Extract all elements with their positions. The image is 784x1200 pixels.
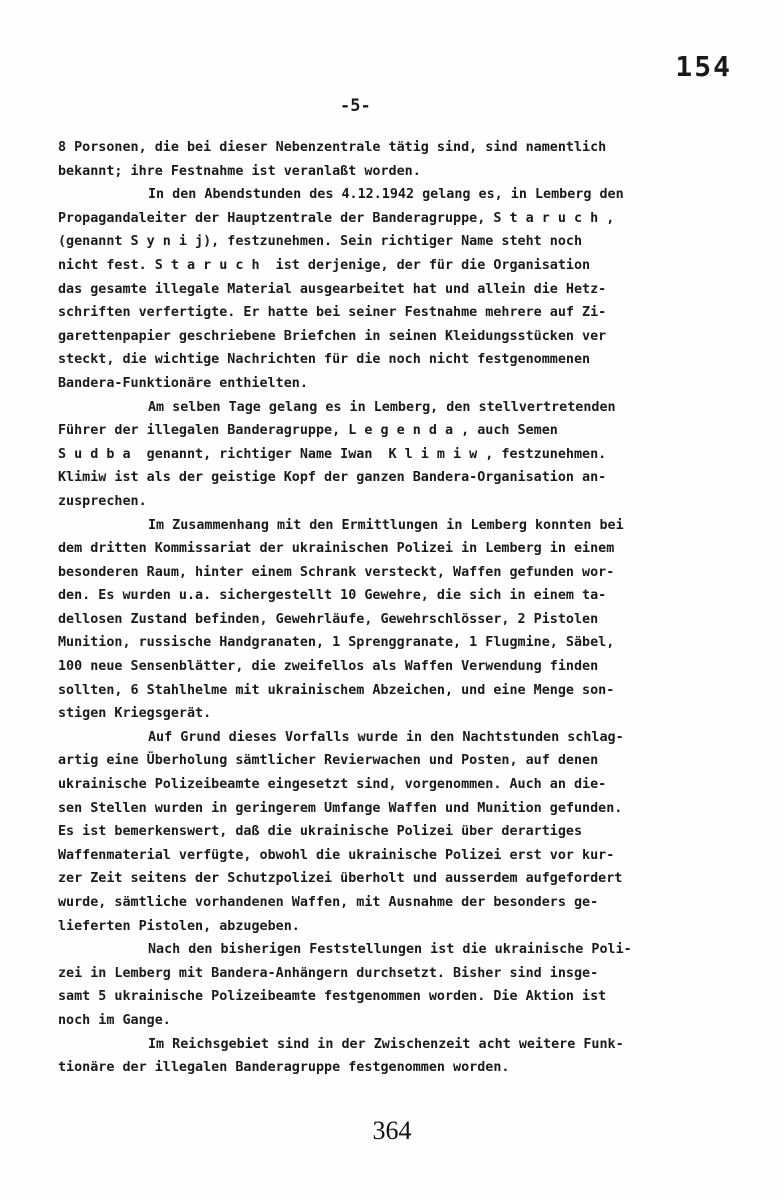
body-line: bekannt; ihre Festnahme ist veranlaßt worden. <box>58 163 421 179</box>
body-line: In den Abendstunden des 4.12.1942 gelang es, in Lemberg den <box>148 187 624 203</box>
body-line: besonderen Raum, hinter einem Schrank versteckt, Waffen gefunden wor- <box>58 564 615 580</box>
page-marker: -5- <box>340 96 371 116</box>
body-line: 100 neue Sensenblätter, die zweifellos als Waffen Verwendung finden <box>58 659 599 675</box>
body-line: noch im Gange. <box>58 1012 171 1028</box>
body-line: Munition, russische Handgranaten, 1 Sprenggranate, 1 Flugmine, Säbel, <box>58 635 615 651</box>
body-line: 8 Porsonen, die bei dieser Nebenzentrale tätig sind, sind namentlich <box>58 140 607 155</box>
body-line: S u d b a genannt, richtiger Name Iwan K l i m i w , festzunehmen. <box>58 446 607 462</box>
body-line: dellosen Zustand befinden, Gewehrläufe, Gewehrschlösser, 2 Pistolen <box>58 611 599 627</box>
body-line: artig eine Überholung sämtlicher Revierwachen und Posten, auf denen <box>58 753 599 769</box>
body-line: Propagandaleiter der Hauptzentrale der Banderagruppe, S t a r u c h , <box>58 210 615 226</box>
body-line: zer Zeit seitens der Schutzpolizei überholt und ausserdem aufgefordert <box>58 871 623 887</box>
body-line: dem dritten Kommissariat der ukrainischen Polizei in Lemberg in einem <box>58 541 615 557</box>
body-line: steckt, die wichtige Nachrichten für die noch nicht festgenommenen <box>58 352 591 368</box>
body-line: das gesamte illegale Material ausgearbeitet hat und allein die Hetz- <box>58 281 607 297</box>
body-line: (genannt S y n i j), festzunehmen. Sein richtiger Name steht noch <box>58 234 583 250</box>
body-line: schriften verfertigte. Er hatte bei seiner Festnahme mehrere auf Zi- <box>58 305 607 321</box>
body-line: zei in Lemberg mit Bandera-Anhängern durchsetzt. Bisher sind insge- <box>58 965 599 981</box>
body-line: Waffenmaterial verfügte, obwohl die ukrainische Polizei erst vor kur- <box>58 847 615 863</box>
archive-page-number: 154 <box>675 50 732 83</box>
body-line: Auf Grund dieses Vorfalls wurde in den Nachtstunden schlag- <box>148 729 624 745</box>
body-line: Am selben Tage gelang es in Lemberg, den stellvertretenden <box>148 399 616 415</box>
body-line: samt 5 ukrainische Polizeibeamte festgenommen worden. Die Aktion ist <box>58 989 607 1005</box>
folio-page-number: 364 <box>372 1116 412 1145</box>
body-line: Im Reichsgebiet sind in der Zwischenzeit acht weitere Funk- <box>148 1036 624 1052</box>
body-line: Es ist bemerkenswert, daß die ukrainische Polizei über derartiges <box>58 824 583 840</box>
body-line: nicht fest. S t a r u c h ist derjenige, der für die Organisation <box>58 257 591 273</box>
body-line: den. Es wurden u.a. sichergestellt 10 Gewehre, die sich in einem ta- <box>58 588 607 604</box>
body-line: Nach den bisherigen Feststellungen ist die ukrainische Poli- <box>148 942 632 958</box>
body-line: wurde, sämtliche vorhandenen Waffen, mit Ausnahme der besonders ge- <box>58 895 599 910</box>
body-line: Führer der illegalen Banderagruppe, L e g e n d a , auch Semen <box>58 423 558 439</box>
body-line: zusprechen. <box>58 493 147 509</box>
body-line: lieferten Pistolen, abzugeben. <box>58 918 300 934</box>
body-line: Bandera-Funktionäre enthielten. <box>58 375 308 391</box>
body-line: stigen Kriegsgerät. <box>58 706 212 722</box>
body-text <box>58 136 726 1080</box>
body-line: Im Zusammenhang mit den Ermittlungen in Lemberg konnten bei <box>148 517 624 533</box>
body-line: ukrainische Polizeibeamte eingesetzt sind, vorgenommen. Auch an die- <box>58 777 607 793</box>
body-line: sollten, 6 Stahlhelme mit ukrainischem Abzeichen, und eine Menge son- <box>58 682 615 698</box>
body-line: Klimiw ist als der geistige Kopf der ganzen Bandera-Organisation an- <box>58 470 607 486</box>
body-line: garettenpapier geschriebene Briefchen in seinen Kleidungsstücken ver <box>58 328 607 344</box>
body-line: tionäre der illegalen Banderagruppe festgenommen worden. <box>58 1060 510 1076</box>
body-line: sen Stellen wurden in geringerem Umfange Waffen und Munition gefunden. <box>58 800 623 816</box>
